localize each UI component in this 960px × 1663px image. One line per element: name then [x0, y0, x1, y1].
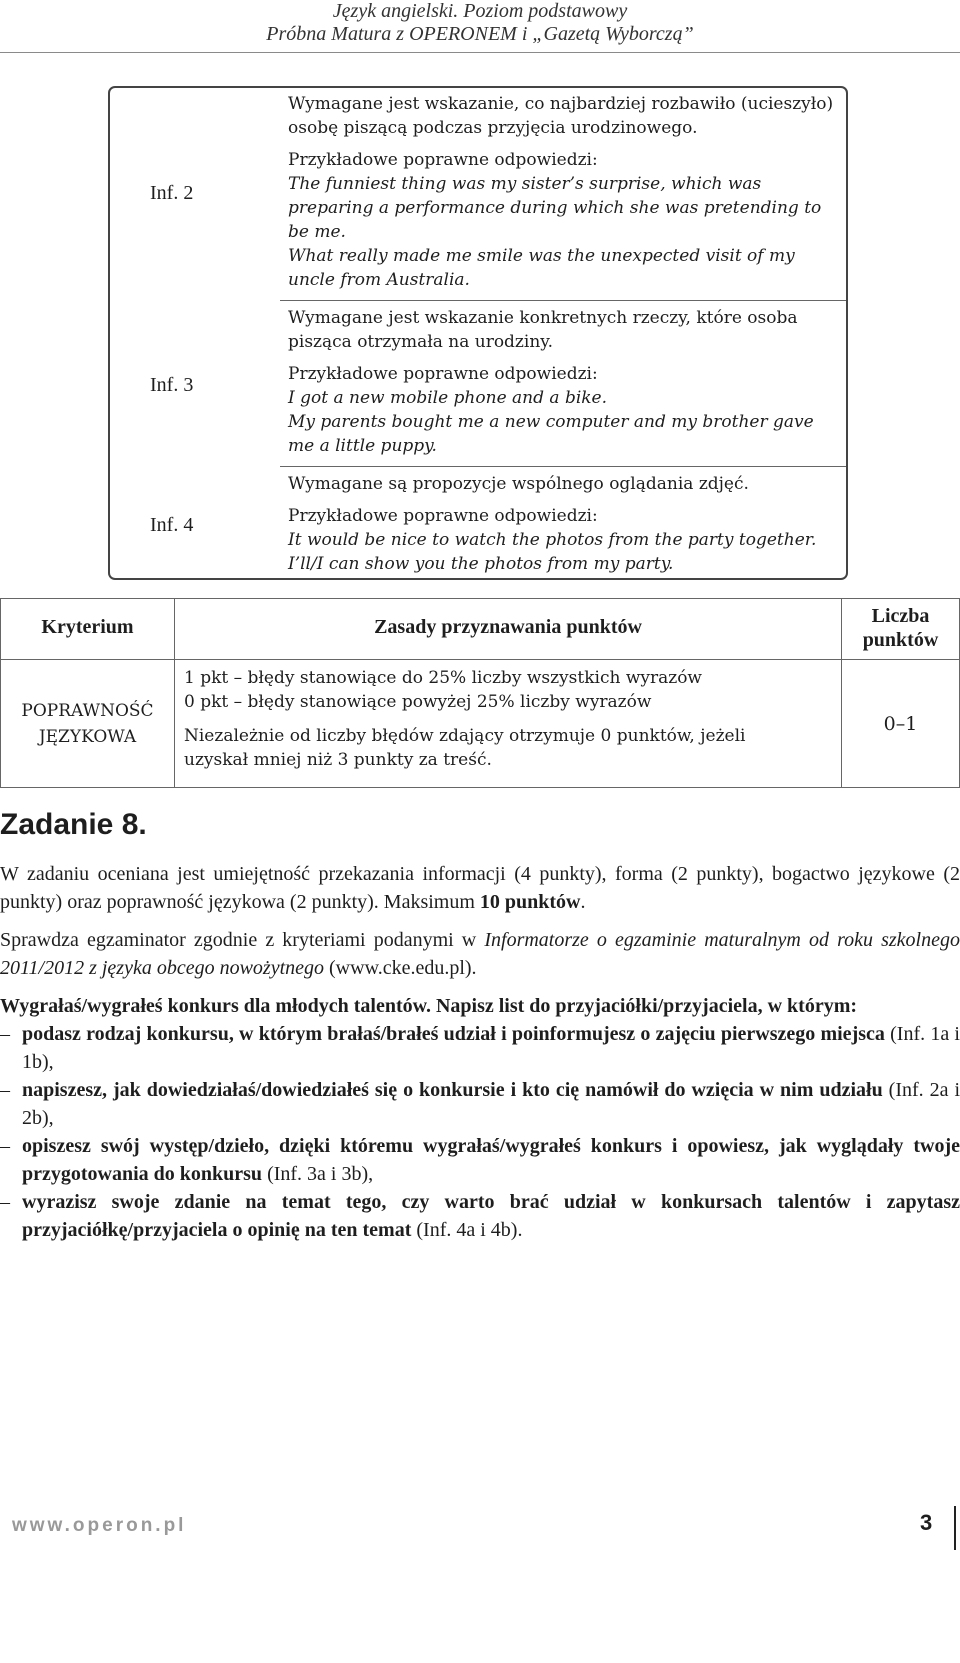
- rule-1pt: 1 pkt – błędy stanowiące do 25% liczby wszystkich wyrazów: [184, 668, 702, 688]
- list-item: [0, 1020, 960, 1076]
- inf3-content: [288, 306, 838, 458]
- header-rule: [0, 52, 960, 53]
- task-para-1: [0, 860, 960, 916]
- inf4-requirement: Wymagane są propozycje wspólnego oglądania zdjęć.: [288, 474, 749, 494]
- criterion-line-2: JĘZYKOWA: [38, 727, 137, 747]
- inf3-example-2: My parents bought me a new computer and my brother gave me a little puppy.: [288, 412, 814, 456]
- bullet-dash: –: [0, 1135, 10, 1157]
- bullet-ref: (Inf. 2a i 2b),: [22, 1079, 960, 1129]
- inf4-label: Inf. 4: [150, 514, 194, 536]
- inf3-label: Inf. 3: [150, 374, 194, 396]
- inf4-example-1: It would be nice to watch the photos from the party together.: [288, 530, 817, 550]
- bullet-dash: –: [0, 1079, 10, 1101]
- bullet-ref: (Inf. 1a i 1b),: [22, 1023, 960, 1073]
- footer-url[interactable]: www.operon.pl: [12, 1515, 187, 1536]
- task-para-2: [0, 926, 960, 982]
- list-item: [0, 1076, 960, 1132]
- inf3-examples-label: Przykładowe poprawne odpowiedzi:: [288, 364, 598, 384]
- inf-separator: [280, 466, 846, 467]
- list-item: [0, 1132, 960, 1188]
- bullet-dash: –: [0, 1023, 10, 1045]
- bullet-dash: –: [0, 1191, 10, 1213]
- text-span: Sprawdza egzaminator zgodnie z kryteriami podanymi w: [0, 929, 485, 951]
- inf2-requirement: Wymagane jest wskazanie, co najbardziej rozbawiło (ucieszyło) osobę piszącą podczas przyjęcia urodzinowego.: [288, 94, 834, 138]
- task-title: Zadanie 8.: [0, 808, 147, 841]
- bullet-ref: (Inf. 3a i 3b),: [262, 1163, 374, 1185]
- bullet-ref: (Inf. 4a i 4b).: [411, 1219, 523, 1241]
- inf4-content: [288, 472, 838, 576]
- text-span: .: [580, 891, 586, 913]
- page-number: 3: [920, 1510, 933, 1535]
- rule-note: Niezależnie od liczby błędów zdający otrzymuje 0 punktów, jeżeli uzyskał mniej niż 3 punkty za treść.: [184, 726, 746, 770]
- inf-separator: [280, 300, 846, 301]
- informator-title: Informatorze o egzaminie maturalnym od roku szkolnego 2011/2012 z języka obcego nowożytnego: [0, 929, 960, 979]
- criterion-name: [0, 698, 175, 750]
- inf2-example-1: The funniest thing was my sister’s surprise, which was preparing a performance during which she was pretending to be me.: [288, 174, 822, 242]
- col-header-points: Liczba punktów: [862, 605, 939, 651]
- col-header-criterion: Kryterium: [41, 616, 134, 638]
- criterion-rules: [184, 666, 784, 772]
- text-span: (www.cke.edu.pl).: [324, 957, 477, 979]
- max-points: 10 punktów: [479, 891, 581, 913]
- page-number-rule: [954, 1506, 956, 1550]
- list-item: [0, 1188, 960, 1244]
- text-span: W zadaniu oceniana jest umiejętność przekazania informacji (4 punkty), forma (2 punkty), bogactwo językowe (2 punkty) oraz poprawność językowa (2 punkty). Maksimum: [0, 863, 960, 913]
- criterion-line-1: POPRAWNOŚĆ: [21, 701, 154, 721]
- task-intro: [0, 860, 960, 1244]
- bullet-text: wyrazisz swoje zdanie na temat tego, czy warto brać udział w konkursach talentów i zapytasz przyjaciółkę/przyjaciela o opinię na ten temat: [22, 1191, 960, 1241]
- bullet-text: napiszesz, jak dowiedziałaś/dowiedziałeś się o konkursie i kto cię namówił do wzięcia w nim udziału: [22, 1079, 883, 1101]
- inf2-examples-label: Przykładowe poprawne odpowiedzi:: [288, 150, 598, 170]
- task-instruction: Wygrałaś/wygrałeś konkurs dla młodych talentów. Napisz list do przyjaciółki/przyjaciela, w którym:: [0, 995, 858, 1017]
- inf2-label: Inf. 2: [150, 182, 194, 204]
- inf2-example-2: What really made me smile was the unexpected visit of my uncle from Australia.: [288, 246, 795, 290]
- inf4-example-2: I’ll/I can show you the photos from my party.: [288, 554, 674, 574]
- inf4-examples-label: Przykładowe poprawne odpowiedzi:: [288, 506, 598, 526]
- inf3-requirement: Wymagane jest wskazanie konkretnych rzeczy, które osoba pisząca otrzymała na urodziny.: [288, 308, 798, 352]
- header-exam-title: Próbna Matura z OPERONEM i „Gazetą Wyborczą”: [266, 23, 694, 45]
- task-bullet-list: [0, 1020, 960, 1244]
- bullet-text: opiszesz swój występ/dzieło, dzięki któremu wygrałaś/wygrałeś konkurs i opowiesz, jak wyglądały twoje przygotowania do konkursu: [22, 1135, 960, 1185]
- header-subject: Język angielski. Poziom podstawowy: [332, 0, 628, 22]
- rule-0pt: 0 pkt – błędy stanowiące powyżej 25% liczby wyrazów: [184, 692, 652, 712]
- points-value: 0–1: [883, 713, 918, 735]
- col-header-rules: Zasady przyznawania punktów: [374, 616, 642, 638]
- page-header: [0, 0, 960, 46]
- inf3-example-1: I got a new mobile phone and a bike.: [288, 388, 608, 408]
- inf2-content: [288, 92, 838, 292]
- bullet-text: podasz rodzaj konkursu, w którym brałaś/brałeś udział i poinformujesz o zajęciu pierwszego miejsca: [22, 1023, 885, 1045]
